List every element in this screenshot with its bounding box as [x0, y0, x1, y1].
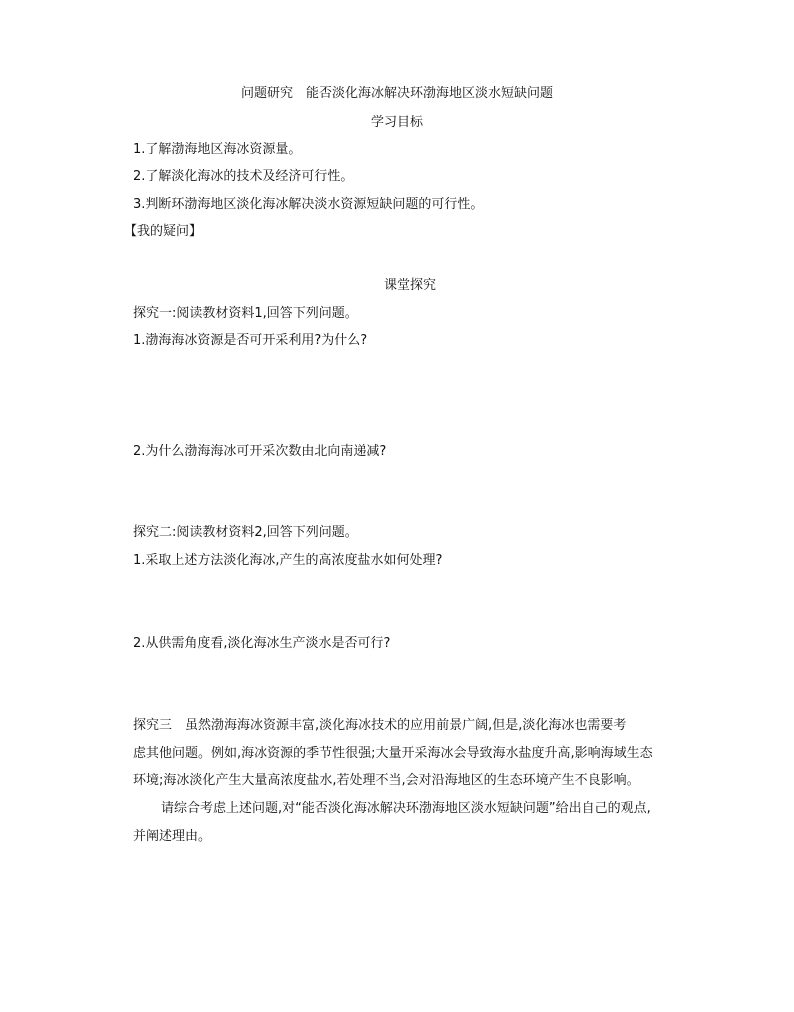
inquiry2-question-1: 1.采取上述方法淡化海冰,产生的高浓度盐水如何处理? — [133, 553, 443, 568]
inquiry-heading: 课堂探究 — [384, 278, 437, 293]
objective-item: 1.了解渤海地区海冰资源量。 — [133, 142, 302, 157]
objectives-heading: 学习目标 — [370, 115, 423, 130]
inquiry2-question-2: 2.从供需角度看,淡化海冰生产淡水是否可行? — [133, 636, 391, 651]
document-title: 问题研究 能否淡化海冰解决环渤海地区淡水短缺问题 — [240, 86, 553, 101]
inquiry1-question-1: 1.渤海海冰资源是否可开采利用?为什么? — [133, 333, 368, 348]
inquiry3-line-4: 请综合考虑上述问题,对“能否淡化海冰解决环渤海地区淡水短缺问题”给出自己的观点, — [161, 801, 651, 816]
inquiry3-line-1: 探究三 虽然渤海海冰资源丰富,淡化海冰技术的应用前景广阔,但是,淡化海冰也需要考 — [133, 718, 627, 733]
inquiry2-intro: 探究二:阅读教材资料2,回答下列问题。 — [133, 525, 358, 540]
inquiry3-line-5: 并阐述理由。 — [133, 829, 212, 844]
objective-item: 3.判断环渤海地区淡化海冰解决淡水资源短缺问题的可行性。 — [133, 197, 484, 212]
inquiry3-line-3: 环境;海冰淡化产生大量高浓度盐水,若处理不当,会对沿海地区的生态环境产生不良影响。 — [133, 773, 640, 788]
objective-item: 2.了解淡化海冰的技术及经济可行性。 — [133, 169, 354, 184]
my-questions-label: 【我的疑问】 — [124, 224, 203, 239]
inquiry1-question-2: 2.为什么渤海海冰可开采次数由北向南递减? — [133, 444, 387, 459]
inquiry1-intro: 探究一:阅读教材资料1,回答下列问题。 — [133, 306, 358, 321]
inquiry3-line-2: 虑其他问题。例如,海冰资源的季节性很强;大量开采海冰会导致海水盐度升高,影响海域生态 — [133, 746, 653, 761]
